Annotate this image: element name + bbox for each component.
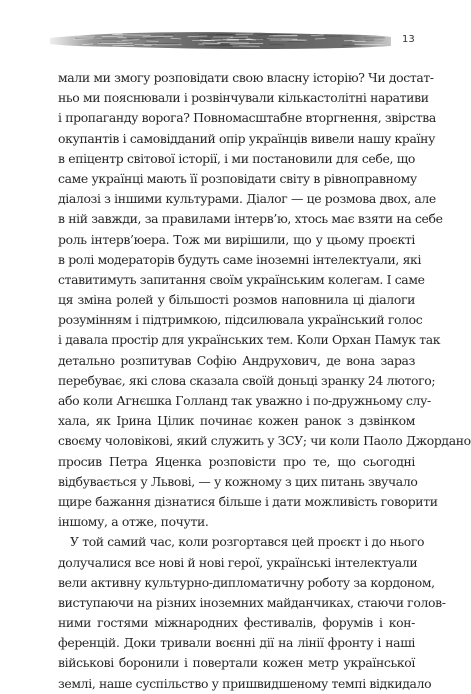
text-line: ними гостями міжнародних фестивалів, форумів і кон- — [58, 613, 415, 633]
text-line: роль інтерв’юера. Тож ми вирішили, що у цьому проєкті — [58, 230, 415, 250]
text-line: розумінням і підтримкою, підсилювала український голос — [58, 310, 415, 330]
text-line: відбувається у Львові, — у кожному з цих питань звучало — [58, 472, 415, 492]
text-line: ньо ми пояснювали і розвінчували кількастолітні наративи — [58, 88, 415, 108]
text-line: виступаючи на різних іноземних майданчиках, стаючи голов- — [58, 593, 415, 613]
text-line: долучалися все нові й нові герої, українські інтелектуали — [58, 553, 415, 573]
text-line: щире бажання дізнатися більше і дати можливість говорити — [58, 492, 415, 512]
text-line: просив Петра Яценка розповісти про те, що сьогодні — [58, 452, 415, 472]
text-line: і давала простір для українських тем. Коли Орхан Памук так — [58, 330, 415, 350]
text-line: перебуває, які слова сказала своїй доньці зранку 24 лютого; — [58, 371, 415, 391]
text-line: іншому, а отже, почути. — [58, 512, 415, 532]
text-line: окупантів і самовідданий опір українців вивели нашу країну — [58, 129, 415, 149]
body-text — [58, 68, 415, 694]
text-line: хала, як Ірина Цілик починає кожен ранок з дзвінком — [58, 411, 415, 431]
text-line: в ролі модераторів будуть саме іноземні інтелектуали, які — [58, 250, 415, 270]
text-line: детально розпитував Софію Андрухович, де вона зараз — [58, 351, 415, 371]
text-line: військові боронили і повертали кожен метр української — [58, 653, 415, 673]
text-line: мали ми змогу розповідати свою власну історію? Чи достат- — [58, 68, 415, 88]
text-line: ставитимуть запитання своїм українським колегам. І саме — [58, 270, 415, 290]
text-line: У той самий час, коли розгортався цей проєкт і до нього — [58, 532, 415, 552]
text-line: землі, наше суспільство у пришвидшеному темпі відкидало — [58, 674, 415, 694]
text-line: ця зміна ролей у більшості розмов наповнила ці діалоги — [58, 290, 415, 310]
text-line: і пропаганду ворога? Повномасштабне вторгнення, звірства — [58, 108, 415, 128]
page-number: 13 — [402, 34, 426, 46]
paragraph — [58, 532, 415, 694]
text-line: вели активну культурно-дипломатичну роботу за кордоном, — [58, 573, 415, 593]
text-line: діалозі з іншими культурами. Діалог — це розмова двох, але — [58, 189, 415, 209]
text-line: в епіцентр світової історії, і ми постановили для себе, що — [58, 149, 415, 169]
text-line: саме українці мають її розповідати світу в рівноправному — [58, 169, 415, 189]
paragraph — [58, 68, 415, 532]
brush-stroke-decoration — [48, 28, 393, 52]
text-line: в ній завжди, за правилами інтерв’ю, хтось має взяти на себе — [58, 209, 415, 229]
text-line: ференцій. Доки тривали воєнні дії на лінії фронту і наші — [58, 633, 415, 653]
text-line: своєму чоловікові, який служить у ЗСУ; чи коли Паоло Джордано — [58, 431, 415, 451]
text-line: або коли Агнєшка Голланд так уважно і по-дружньому слу- — [58, 391, 415, 411]
page-header — [0, 28, 471, 52]
